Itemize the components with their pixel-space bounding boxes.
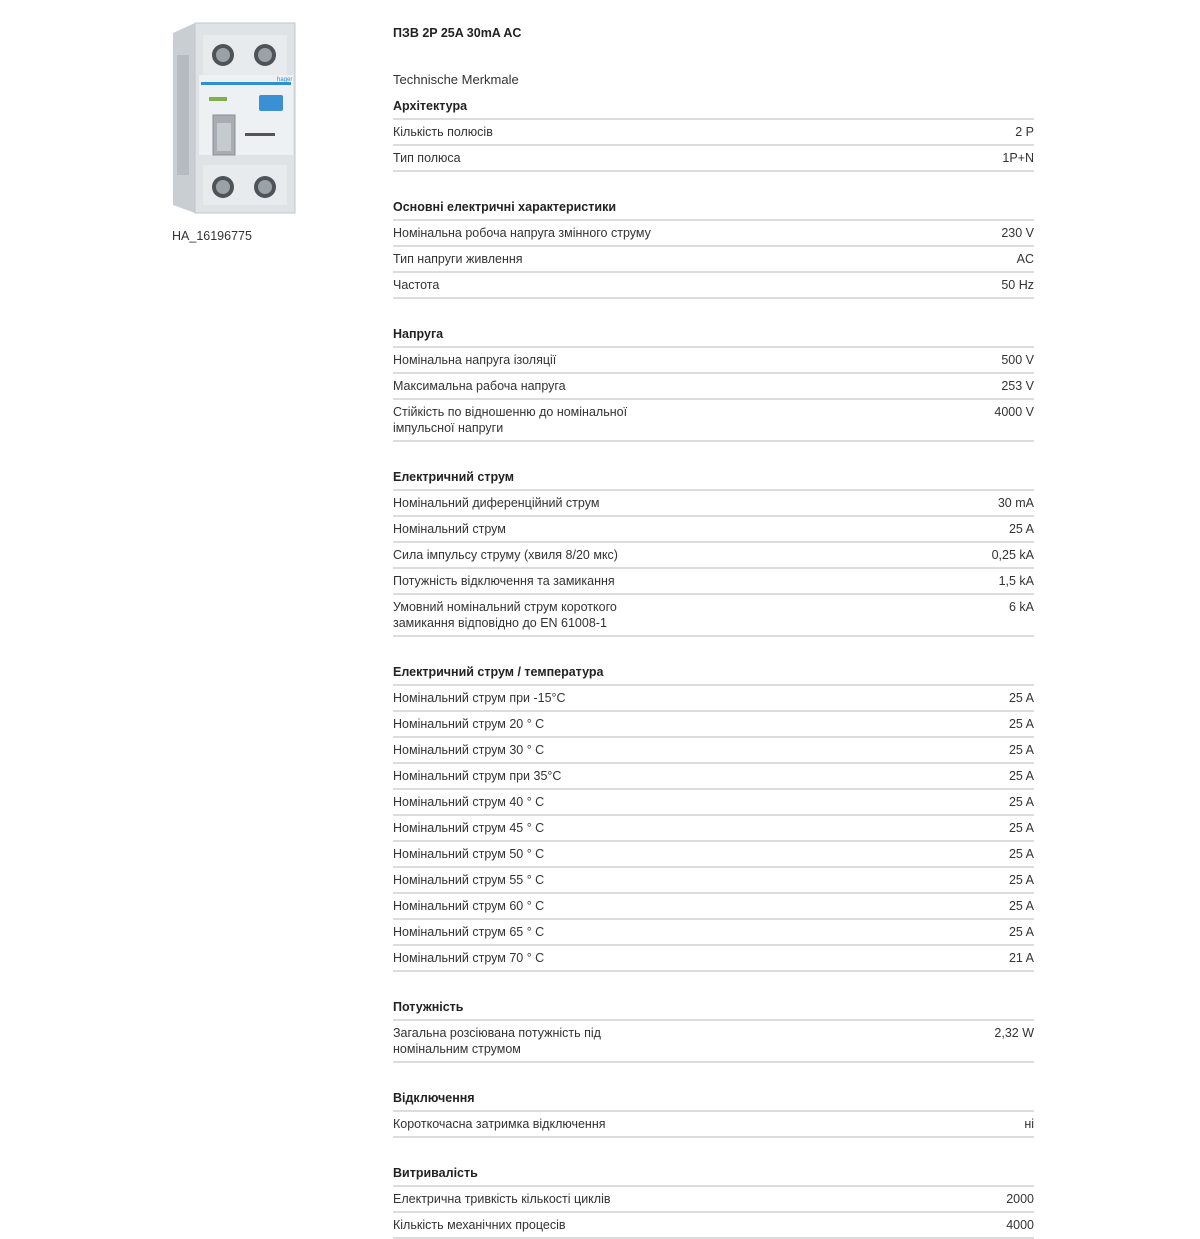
spec-label: Номінальна напруга ізоляції [393,353,557,367]
spec-value: 0,25 kA [991,548,1034,562]
spec-value: 1P+N [1002,151,1034,165]
spec-label: Номінальний струм 70 ° C [393,951,545,965]
spec-row [393,712,1034,738]
spec-row [393,348,1034,374]
spec-label: Номінальний струм 60 ° C [393,899,545,913]
specifications-panel [393,26,1034,1239]
spec-value: 25 A [1008,743,1034,757]
section-title: Витривалість [393,1155,1034,1187]
spec-row [393,221,1034,247]
spec-row [393,491,1034,517]
spec-section [393,989,1034,1063]
spec-row [393,247,1034,273]
spec-row [393,543,1034,569]
spec-row [393,517,1034,543]
spec-label: Тип полюса [393,151,461,165]
spec-value: 4000 V [994,405,1034,419]
spec-label: Умовний номінальний струм короткого замикання відповідно до EN 61008-1 [393,600,617,630]
spec-row [393,790,1034,816]
section-spacer [393,299,1034,316]
spec-value: 1,5 kA [998,574,1034,588]
spec-label: Номінальний струм 65 ° C [393,925,545,939]
section-spacer [393,172,1034,189]
section-title: Електричний струм [393,459,1034,491]
product-title: ПЗВ 2P 25A 30mA AC [393,26,522,40]
spec-row [393,686,1034,712]
section-title: Потужність [393,989,1034,1021]
specification-sections [393,88,1034,1239]
spec-value: 2,32 W [994,1026,1034,1040]
spec-row [393,842,1034,868]
spec-label: Номінальний струм 20 ° C [393,717,545,731]
spec-row [393,920,1034,946]
spec-label: Частота [393,278,440,292]
section-spacer [393,637,1034,654]
spec-value: 25 A [1008,522,1034,536]
spec-label: Короткочасна затримка відключення [393,1117,606,1131]
spec-label: Кількість механічних процесів [393,1218,566,1232]
spec-value: 500 V [1001,353,1034,367]
spec-section [393,316,1034,442]
section-spacer [393,1063,1034,1080]
section-title: Відключення [393,1080,1034,1112]
section-title: Напруга [393,316,1034,348]
section-spacer [393,972,1034,989]
spec-label: Максимальна рабоча напруга [393,379,566,393]
spec-label: Номінальний диференційний струм [393,496,600,510]
spec-value: 25 A [1008,925,1034,939]
section-title: Основні електричні характеристики [393,189,1034,221]
spec-section [393,459,1034,637]
product-code: HA_16196775 [172,229,252,243]
spec-row [393,738,1034,764]
spec-row [393,1213,1034,1239]
spec-label: Номінальний струм при -15°C [393,691,566,705]
spec-row [393,120,1034,146]
spec-section [393,189,1034,299]
section-title: Електричний струм / температура [393,654,1034,686]
spec-label: Кількість полюсів [393,125,493,139]
specifications-subtitle: Technische Merkmale [393,72,519,87]
spec-value: 25 A [1008,769,1034,783]
spec-label: Тип напруги живлення [393,252,523,266]
spec-label: Номінальний струм [393,522,506,536]
spec-label: Електрична тривкість кількості циклів [393,1192,611,1206]
circuit-breaker-image-icon [165,15,305,220]
spec-row [393,569,1034,595]
spec-label: Номінальний струм 45 ° C [393,821,545,835]
spec-value: 25 A [1008,899,1034,913]
spec-label: Загальна розсіювана потужність під номінальним струмом [393,1026,601,1056]
spec-row [393,146,1034,172]
spec-row [393,595,1034,637]
spec-row [393,1021,1034,1063]
section-spacer [393,442,1034,459]
spec-row [393,868,1034,894]
spec-label: Номінальний струм 30 ° C [393,743,545,757]
spec-label: Номінальна робоча напруга змінного струму [393,226,651,240]
spec-row [393,1112,1034,1138]
spec-section [393,1080,1034,1138]
spec-section [393,88,1034,172]
spec-label: Номінальний струм 50 ° C [393,847,545,861]
svg-text:hager: hager [277,77,293,83]
spec-value: ні [1024,1117,1034,1131]
spec-label: Номінальний струм при 35°C [393,769,562,783]
spec-section [393,654,1034,972]
spec-value: 21 A [1008,951,1034,965]
spec-row [393,764,1034,790]
spec-label: Номінальний струм 55 ° C [393,873,545,887]
spec-value: 253 V [1001,379,1034,393]
spec-value: AC [1016,252,1034,266]
spec-value: 25 A [1008,795,1034,809]
spec-value: 25 A [1008,873,1034,887]
spec-row [393,1187,1034,1213]
spec-section [393,1155,1034,1239]
spec-label: Сила імпульсу струму (хвиля 8/20 мкс) [393,548,618,562]
spec-label: Номінальний струм 40 ° C [393,795,545,809]
spec-value: 2000 [1006,1192,1034,1206]
product-image-container [165,15,305,220]
spec-label: Стійкість по відношенню до номінальної імпульсної напруги [393,405,628,435]
spec-row [393,374,1034,400]
section-spacer [393,1138,1034,1155]
spec-value: 25 A [1008,847,1034,861]
spec-value: 30 mA [997,496,1034,510]
spec-label: Потужність відключення та замикання [393,574,615,588]
spec-value: 6 kA [1008,600,1034,614]
section-title: Архітектура [393,88,1034,120]
spec-row [393,894,1034,920]
spec-value: 25 A [1008,691,1034,705]
spec-value: 25 A [1008,717,1034,731]
spec-row [393,816,1034,842]
spec-row [393,946,1034,972]
spec-value: 2 P [1015,125,1034,139]
spec-value: 4000 [1006,1218,1034,1232]
spec-value: 230 V [1001,226,1034,240]
spec-row [393,400,1034,442]
spec-row [393,273,1034,299]
spec-value: 25 A [1008,821,1034,835]
spec-value: 50 Hz [1001,278,1034,292]
